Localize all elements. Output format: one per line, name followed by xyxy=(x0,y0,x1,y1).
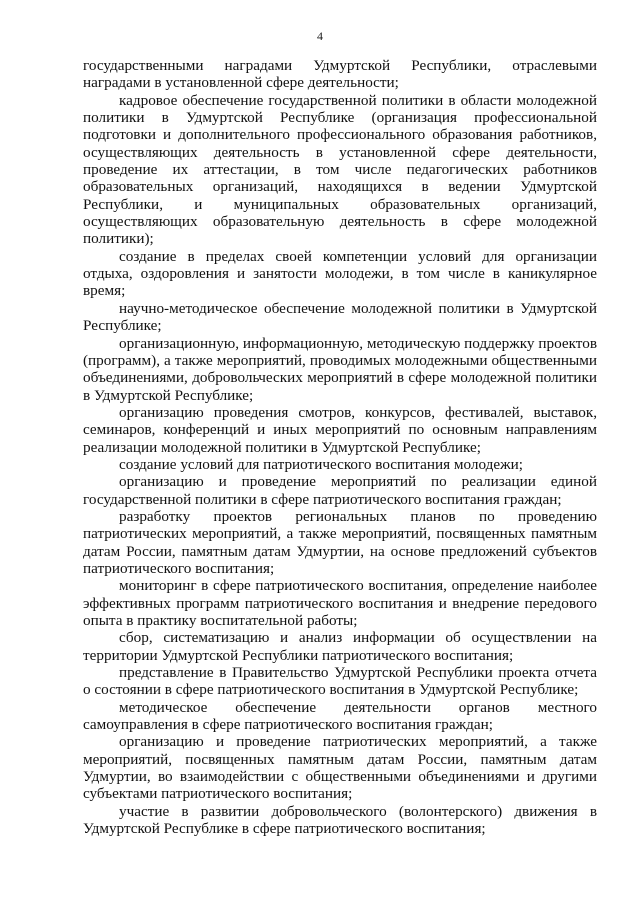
paragraph-regional-plans: разработку проектов региональных планов по проведению патриотических мероприятий, а также мероприятий, посвященных памятным датам России, памятным датам Удмуртии, на основе предложений субъектов патриотического воспитания; xyxy=(83,507,597,577)
paragraph-monitoring: мониторинг в сфере патриотического воспитания, определение наиболее эффективных программ патриотического воспитания и внедрение передового опыта в практику воспитательной работы; xyxy=(83,577,597,629)
paragraph-staffing: кадровое обеспечение государственной политики в области молодежной политики в Удмуртской Республике (организация профессиональной подготовки и дополнительного профессионального образования работников, осуществляющих деятельность в установленной сфере деятельности, проведение их аттестации, в том числе педагогических работников образовательных организаций, находящихся в ведении Удмуртской Республики, и муниципальных образовательных организаций, осуществляющих образовательную деятельность в сфере молодежной политики); xyxy=(83,91,597,248)
paragraph-recreation-conditions: создание в пределах своей компетенции условий для организации отдыха, оздоровления и занятости молодежи, в том числе в каникулярное время; xyxy=(83,247,597,300)
paragraph-scientific-support: научно-методическое обеспечение молодежной политики в Удмуртской Республике; xyxy=(83,299,597,335)
paragraph-volunteer-movement: участие в развитии добровольческого (волонтерского) движения в Удмуртской Республике в сфере патриотического воспитания; xyxy=(83,802,597,838)
paragraph-events-organization: организацию проведения смотров, конкурсов, фестивалей, выставок, семинаров, конференций и иных мероприятий по основным направлениям реализации молодежной политики в Удмуртской Республике; xyxy=(83,403,597,456)
paragraph-patriotic-events: организацию и проведение мероприятий по реализации единой государственной политики в сфере патриотического воспитания граждан; xyxy=(83,473,597,508)
paragraph-information-analysis: сбор, систематизацию и анализ информации об осуществлении на территории Удмуртской Республики патриотического воспитания; xyxy=(83,629,597,664)
paragraph-project-support: организационную, информационную, методическую поддержку проектов (программ), а также мероприятий, проводимых молодежными общественными объединениями, добровольческих мероприятий в сфере молодежной политики в Удмуртской Республике; xyxy=(83,334,597,404)
paragraph-report-submission: представление в Правительство Удмуртской Республики проекта отчета о состоянии в сфере патриотического воспитания в Удмуртской Республике; xyxy=(83,664,597,699)
page-number: 4 xyxy=(317,29,323,43)
paragraph-methodical-support: методическое обеспечение деятельности органов местного самоуправления в сфере патриотического воспитания граждан; xyxy=(83,698,597,734)
paragraph-patriotic-conditions: создание условий для патриотического воспитания молодежи; xyxy=(119,455,523,473)
document-body xyxy=(83,57,597,837)
paragraph-commemorative-events: организацию и проведение патриотических мероприятий, а также мероприятий, посвященных памятным датам России, памятным датам Удмуртии, во взаимодействии с общественными объединениями и другими субъектами патриотического воспитания; xyxy=(83,733,597,803)
paragraph-continuation: государственными наградами Удмуртской Республики, отраслевыми наградами в установленной сфере деятельности; xyxy=(83,57,597,92)
